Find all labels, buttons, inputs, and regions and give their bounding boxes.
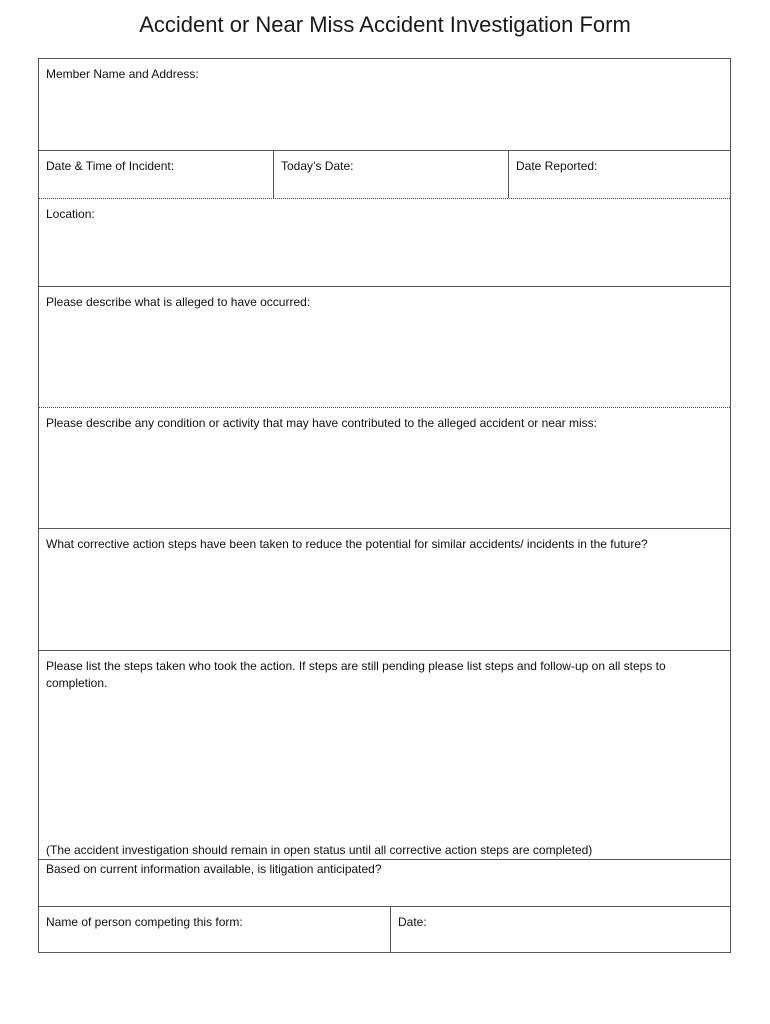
dates-row xyxy=(39,150,730,198)
date-reported-field[interactable] xyxy=(513,177,726,194)
todays-date-field[interactable] xyxy=(278,177,504,194)
list-steps-field[interactable] xyxy=(43,695,726,839)
litigation-field[interactable] xyxy=(43,880,726,902)
corrective-action-label: What corrective action steps have been taken to reduce the potential for similar accidents/ incidents in the future? xyxy=(46,537,648,551)
date-reported-label: Date Reported: xyxy=(516,159,598,173)
describe-occurred-field[interactable] xyxy=(43,313,726,403)
form-title: Accident or Near Miss Accident Investigation Form xyxy=(139,12,631,37)
list-steps-section xyxy=(39,650,730,859)
member-name-address-label: Member Name and Address: xyxy=(46,67,199,81)
date-reported-cell xyxy=(508,151,730,198)
litigation-label: Based on current information available, is litigation anticipated? xyxy=(46,862,382,876)
person-completing-field[interactable] xyxy=(43,933,386,948)
list-steps-label: Please list the steps taken who took the action. If steps are still pending please list steps and follow-up on all steps to completion. xyxy=(46,659,666,690)
date-time-incident-field[interactable] xyxy=(43,177,269,194)
corrective-action-field[interactable] xyxy=(43,555,726,646)
date-field[interactable] xyxy=(395,933,726,948)
todays-date-label: Today’s Date: xyxy=(281,159,354,173)
date-cell xyxy=(390,907,730,952)
investigation-form xyxy=(38,58,731,953)
date-label: Date: xyxy=(398,915,427,929)
describe-condition-field[interactable] xyxy=(43,434,726,524)
member-name-address-section xyxy=(39,59,730,150)
location-section xyxy=(39,198,730,286)
member-name-address-field[interactable] xyxy=(43,85,726,146)
location-label: Location: xyxy=(46,207,95,221)
todays-date-cell xyxy=(273,151,508,198)
person-completing-label: Name of person competing this form: xyxy=(46,915,243,929)
person-completing-cell xyxy=(39,907,390,952)
litigation-section xyxy=(39,859,730,906)
describe-occurred-label: Please describe what is alleged to have occurred: xyxy=(46,295,311,309)
corrective-action-section xyxy=(39,528,730,650)
describe-condition-label: Please describe any condition or activity that may have contributed to the alleged accident or near miss: xyxy=(46,416,597,430)
date-time-incident-cell xyxy=(39,151,273,198)
signature-row xyxy=(39,906,730,952)
date-time-incident-label: Date & Time of Incident: xyxy=(46,159,175,173)
investigation-status-note: (The accident investigation should remain in open status until all corrective action steps are completed) xyxy=(46,843,593,857)
describe-condition-section xyxy=(39,407,730,528)
describe-occurred-section xyxy=(39,286,730,407)
location-field[interactable] xyxy=(43,225,726,282)
